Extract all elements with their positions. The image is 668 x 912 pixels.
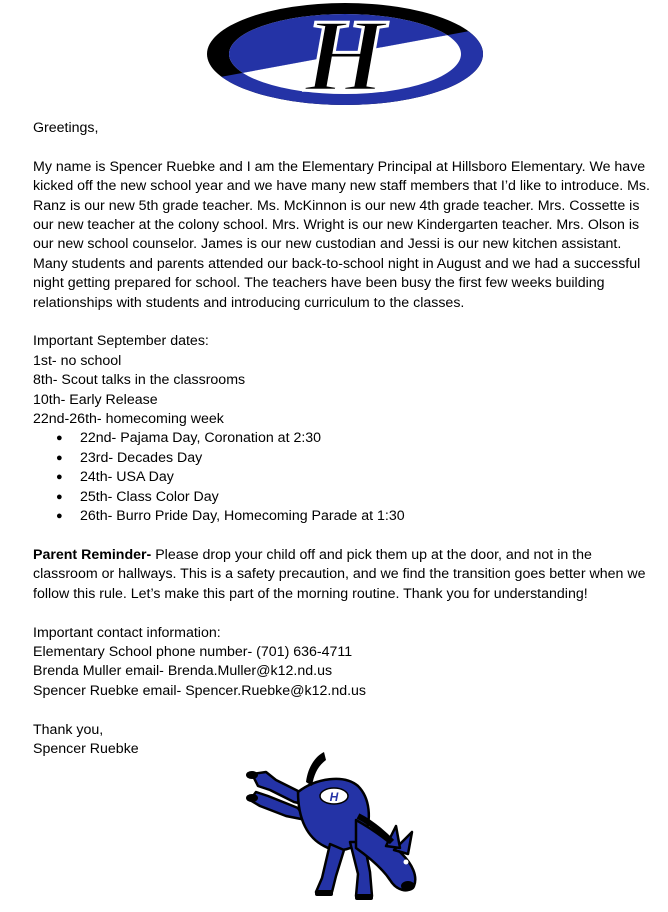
homecoming-list [33,429,653,526]
letter-body [33,119,653,759]
contact-email-spencer: Spencer Ruebke email- Spencer.Ruebke@k12.nd.us [33,682,367,699]
homecoming-item: ● 22nd- Pajama Day, Coronation at 2:30 [80,429,653,448]
burro-mascot-image [246,750,428,906]
date-item: 22nd-26th- homecoming week [33,411,224,428]
closing-signature: Spencer Ruebke [33,740,139,757]
contact-phone: Elementary School phone number- (701) 636-4711 [33,643,353,660]
dates-heading: Important September dates: [33,333,209,350]
reminder-label: Parent Reminder- [33,546,152,563]
mascot-badge-letter: H [329,790,339,804]
greeting: Greetings, [33,120,99,136]
reminder-text: Please drop your child off and pick them up at the door, and not in the classroom or hallways. This is a safety precaution, and we find the transition goes better when we follow this rule. Let’s make this part of the morning routine. Thank you for understanding! [33,546,646,602]
homecoming-item: ● 26th- Burro Pride Day, Homecoming Parade at 1:30 [80,507,653,526]
closing-thanks: Thank you, [33,721,104,738]
contact-email-brenda: Brenda Muller email- Brenda.Muller@k12.nd.us [33,663,333,680]
homecoming-item: ● 23rd- Decades Day [80,449,653,468]
contact-heading: Important contact information: [33,624,221,641]
date-item: 8th- Scout talks in the classrooms [33,372,246,389]
hillsboro-h-logo [204,0,486,108]
date-item: 10th- Early Release [33,391,158,408]
date-item: 1st- no school [33,352,122,369]
homecoming-item: ● 24th- USA Day [80,468,653,487]
parent-reminder [33,546,653,604]
logo-letter: H [304,0,386,108]
homecoming-item: ● 25th- Class Color Day [80,488,653,507]
intro-paragraph: My name is Spencer Ruebke and I am the Elementary Principal at Hillsboro Elementary. We have kicked off the new school year and we have many new staff members that I’d like to introduce. Ms. Ranz is our new 5th grade teacher. Ms. McKinnon is our new 4th grade teacher. Mrs. Cossette is our new teacher at the colony school. Mrs. Wright is our new Kindergarten teacher. Mrs. Olson is our new school counselor. James is our new custodian and Jessi is our new kitchen assistant. Many students and parents attended our back-to-school night in August and we had a successful night getting prepared for school. The teachers have been busy the first few weeks building relationships with students and introducing curriculum to the classes. [33,158,650,311]
